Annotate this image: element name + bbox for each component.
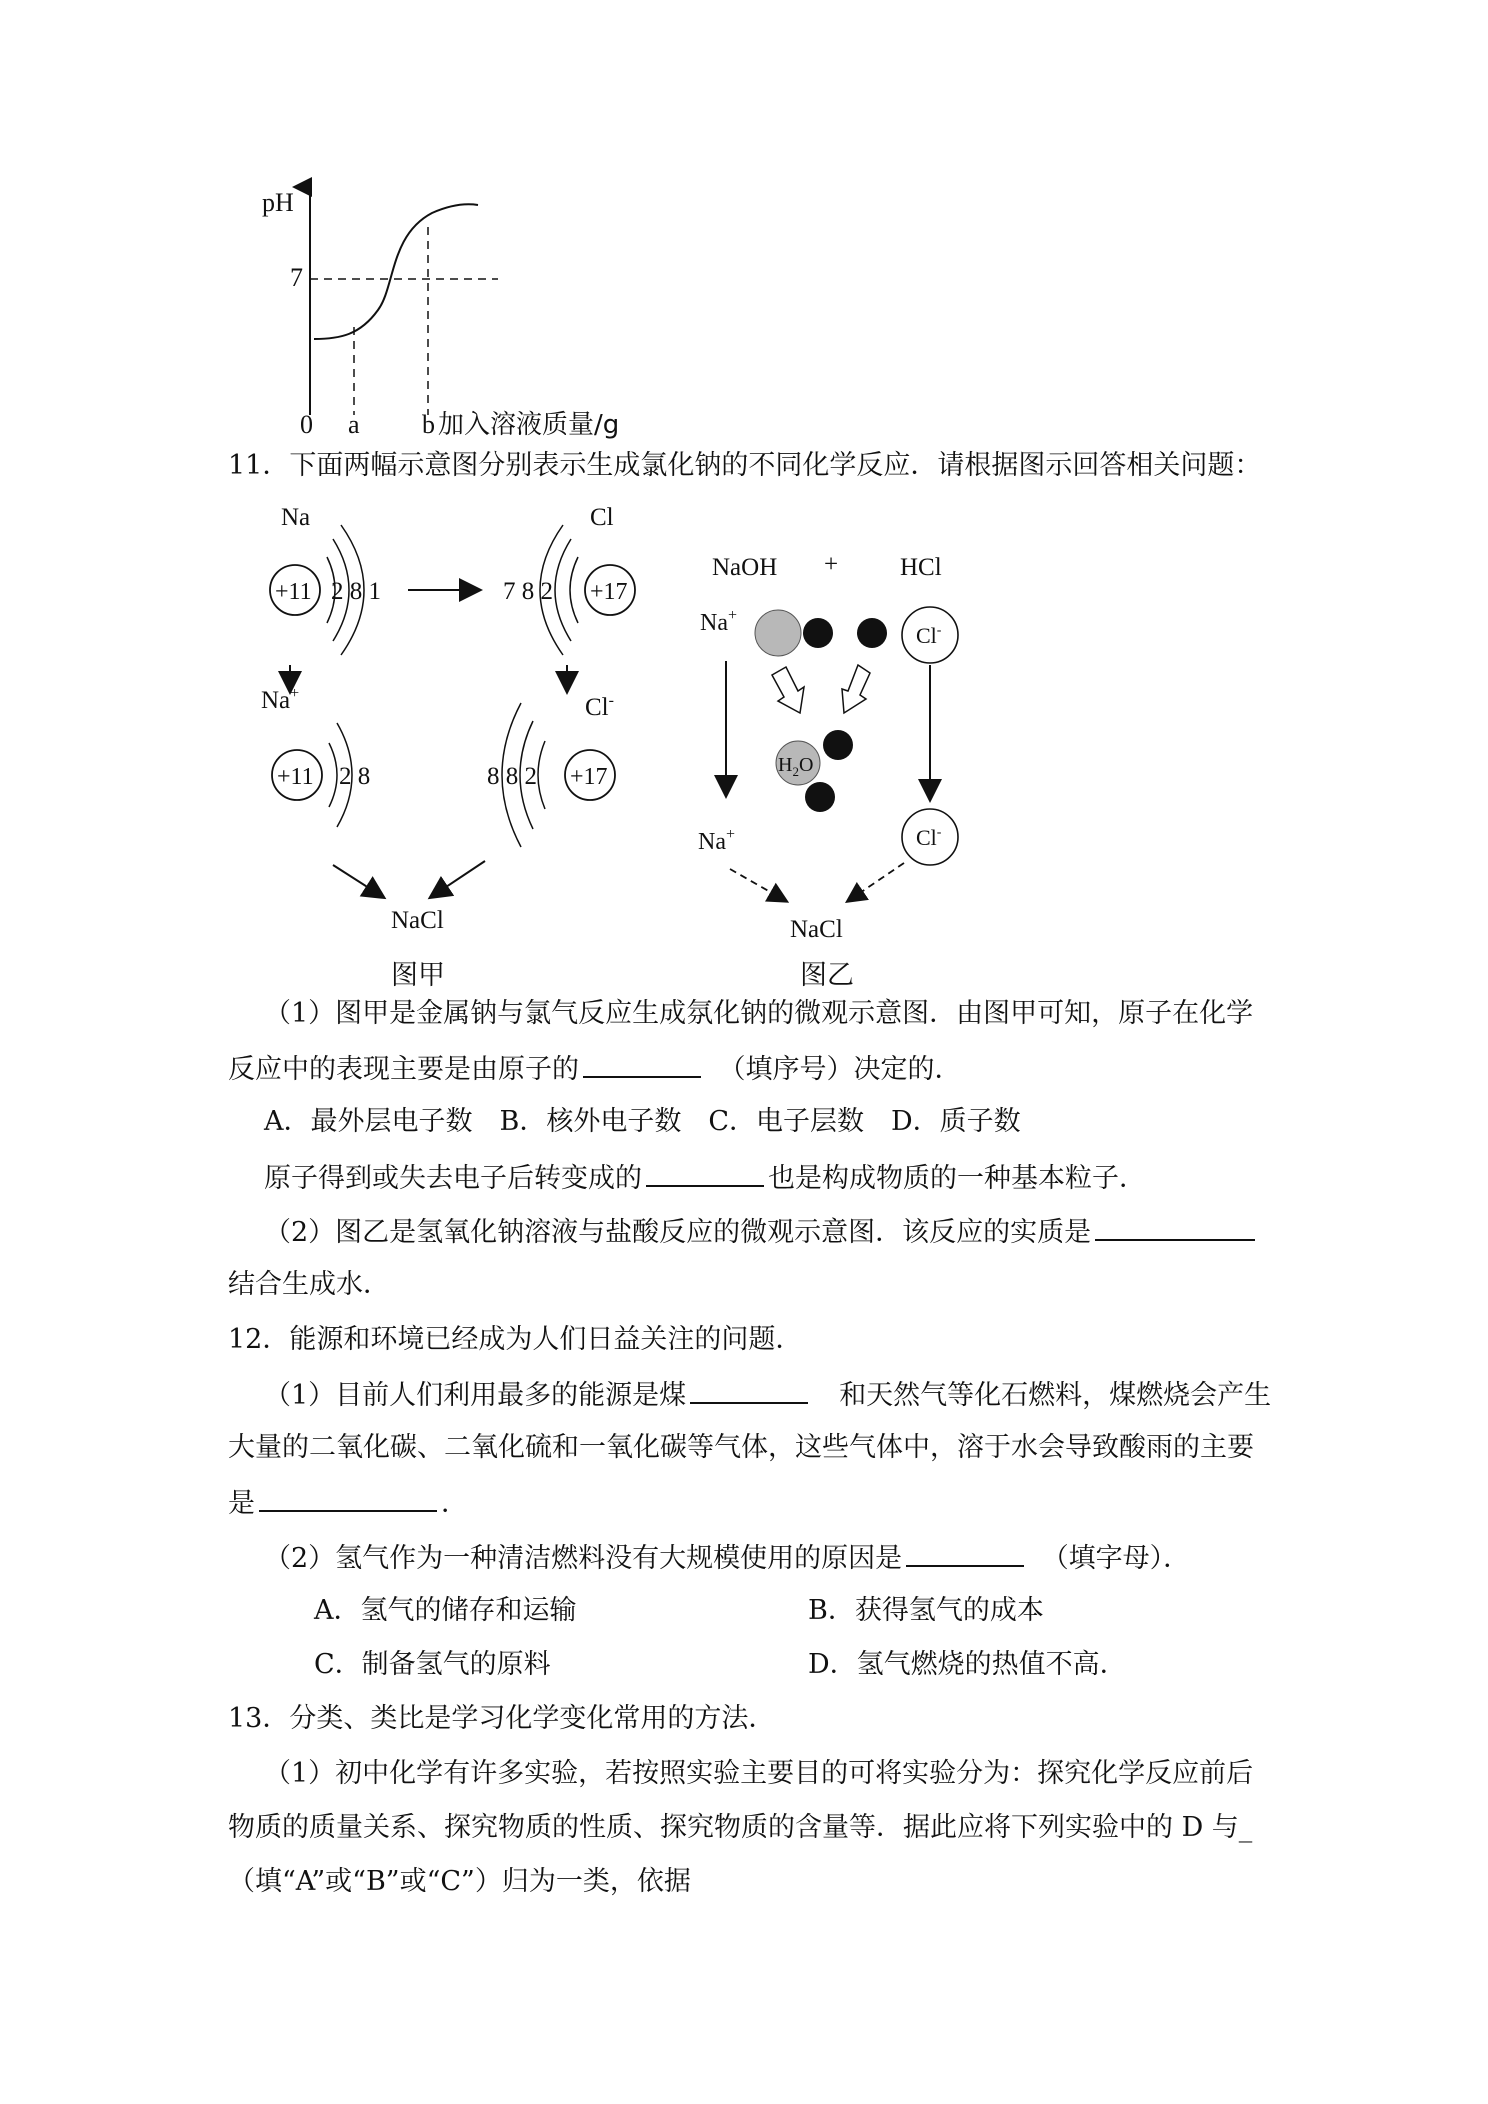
water-hydrogen-2 bbox=[805, 782, 835, 812]
arrow-to-nacl-left bbox=[333, 865, 383, 897]
cl-ion-shell-1 bbox=[538, 741, 545, 809]
q12-p1-line3-a: 是 bbox=[228, 1488, 255, 1519]
q12-p1-line3 bbox=[228, 1484, 468, 1522]
caption-yi: 图乙 bbox=[800, 960, 854, 991]
na-ion-nucleus-label: +11 bbox=[277, 764, 314, 790]
label-na-ion-bottom: Na+ bbox=[698, 826, 736, 855]
hcl-hydrogen-atom bbox=[857, 618, 887, 648]
ph-tick-a: a bbox=[348, 410, 360, 439]
q12-opt-d: D．氢气燃烧的热值不高． bbox=[808, 1649, 1127, 1680]
q13-p1-line3: （填“A”或“B”或“C”）归为一类，依据 bbox=[228, 1866, 691, 1897]
q12-p2-line1 bbox=[264, 1539, 1190, 1577]
q11-p1-line1: （1）图甲是金属钠与氯气反应生成氛化钠的微观示意图．由图甲可知，原子在化学 bbox=[264, 998, 1254, 1029]
hollow-arrow-left bbox=[772, 667, 804, 713]
q12-p2-line1-b: （填字母）． bbox=[1055, 1543, 1191, 1574]
q11-p1-line2-a: 反应中的表现主要是由原子的 bbox=[228, 1054, 579, 1085]
q12-p1-line2: 大量的二氧化碳、二氧化硫和一氧化碳等气体，这些气体中，溶于水会导致酸雨的主要 bbox=[228, 1432, 1254, 1463]
q13-stem: 13．分类、类比是学习化学变化常用的方法． bbox=[228, 1703, 776, 1734]
label-na-ion-top: Na+ bbox=[700, 607, 738, 636]
water-hydrogen-1 bbox=[823, 730, 853, 760]
label-naoh: NaOH bbox=[712, 554, 778, 581]
q12-blank-3[interactable] bbox=[906, 1539, 1024, 1567]
ph-tick-0: 0 bbox=[300, 410, 313, 439]
cl-ion-shell-electrons: 8 8 2 bbox=[487, 763, 537, 790]
q12-p1-line1-b: 和天然气等化石燃料，煤燃烧会产生 bbox=[839, 1380, 1272, 1411]
ph-tick-b: b bbox=[422, 410, 435, 439]
figure-jia bbox=[255, 495, 675, 945]
q13-p1-line1: （1）初中化学有许多实验，若按照实验主要目的可将实验分为：探究化学反应前后 bbox=[264, 1758, 1254, 1789]
ph-graph bbox=[250, 175, 630, 440]
arrow-to-nacl-right bbox=[431, 861, 485, 897]
cl-nucleus-label: +17 bbox=[590, 579, 628, 605]
na-ion-sphere bbox=[755, 610, 801, 656]
q12-opt-a: A．氢气的储存和运输 bbox=[314, 1595, 577, 1626]
hollow-arrow-right bbox=[842, 665, 870, 713]
q11-blank-3[interactable] bbox=[1095, 1213, 1255, 1241]
q11-stem: 11．下面两幅示意图分别表示生成氯化钠的不同化学反应．请根据图示回答相关问题： bbox=[228, 450, 1262, 481]
caption-jia: 图甲 bbox=[391, 960, 445, 991]
label-cl-ion-bottom: Cl- bbox=[916, 825, 942, 850]
label-cl-ion: Cl- bbox=[585, 692, 614, 721]
q12-p1-line1-a: （1）目前人们利用最多的能源是煤 bbox=[264, 1380, 687, 1411]
q11-blank-1[interactable] bbox=[583, 1050, 701, 1078]
cl-ion-nucleus-label: +17 bbox=[570, 764, 608, 790]
q12-blank-2[interactable] bbox=[259, 1484, 437, 1512]
q11-p2-line1 bbox=[264, 1213, 1259, 1251]
label-hcl: HCl bbox=[900, 554, 942, 581]
q11-p1-line4-a: 原子得到或失去电子后转变成的 bbox=[264, 1163, 642, 1194]
na-ion-shell-electrons: 2 8 bbox=[339, 763, 371, 790]
q11-p1-line2 bbox=[228, 1050, 962, 1088]
cl-shell-2 bbox=[555, 539, 571, 641]
q13-p1-line2: 物质的质量关系、探究物质的性质、探究物质的含量等．据此应将下列实验中的 D 与_ bbox=[228, 1812, 1253, 1843]
q11-p1-line4 bbox=[264, 1159, 1146, 1197]
label-cl: Cl bbox=[590, 504, 614, 531]
na-ion-shell-1 bbox=[329, 743, 337, 807]
q12-p1-line3-b: ． bbox=[441, 1488, 468, 1519]
label-water: $H_2O$ bbox=[778, 754, 814, 779]
q11-p1-line2-b: （填序号）决定的． bbox=[732, 1054, 962, 1085]
q12-stem: 12．能源和环境已经成为人们日益关注的问题． bbox=[228, 1324, 803, 1355]
q11-p1-line4-b: 也是构成物质的一种基本粒子． bbox=[768, 1163, 1146, 1194]
label-cl-ion-top: Cl- bbox=[916, 623, 942, 648]
ph-y-axis-label: pH bbox=[262, 188, 294, 217]
product-nacl-a: NaCl bbox=[391, 907, 444, 934]
cl-shell-electrons: 7 8 2 bbox=[503, 578, 553, 605]
label-plus: + bbox=[824, 551, 839, 578]
ph-x-axis-label: 加入溶液质量/g bbox=[438, 410, 620, 440]
product-nacl-b: NaCl bbox=[790, 916, 843, 943]
oh-oxygen-atom bbox=[803, 618, 833, 648]
label-na-ion: Na+ bbox=[261, 685, 300, 714]
q11-p2-line1-text: （2）图乙是氢氧化钠溶液与盐酸反应的微观示意图．该反应的实质是 bbox=[264, 1217, 1092, 1248]
dashed-arrow-left bbox=[730, 869, 786, 901]
dashed-arrow-right bbox=[848, 863, 904, 901]
na-nucleus-label: +11 bbox=[275, 579, 312, 605]
figure-yi bbox=[690, 545, 980, 945]
q12-p1-line1 bbox=[264, 1376, 1271, 1414]
q11-blank-2[interactable] bbox=[646, 1159, 764, 1187]
q12-opt-b: B．获得氢气的成本 bbox=[808, 1595, 1044, 1626]
na-shell-electrons: 2 8 1 bbox=[331, 578, 381, 605]
q12-opt-c: C．制备氢气的原料 bbox=[314, 1649, 551, 1680]
cl-shell-1 bbox=[570, 557, 578, 623]
label-na: Na bbox=[281, 504, 311, 531]
ph-tick-7: 7 bbox=[290, 263, 303, 292]
q12-p2-line1-a: （2）氢气作为一种清洁燃料没有大规模使用的原因是 bbox=[264, 1543, 903, 1574]
q12-blank-1[interactable] bbox=[690, 1376, 808, 1404]
ph-curve bbox=[314, 204, 478, 339]
q11-p1-options: A．最外层电子数 B．核外电子数 C．电子层数 D．质子数 bbox=[264, 1106, 1021, 1137]
q11-p2-line2: 结合生成水． bbox=[228, 1269, 390, 1300]
